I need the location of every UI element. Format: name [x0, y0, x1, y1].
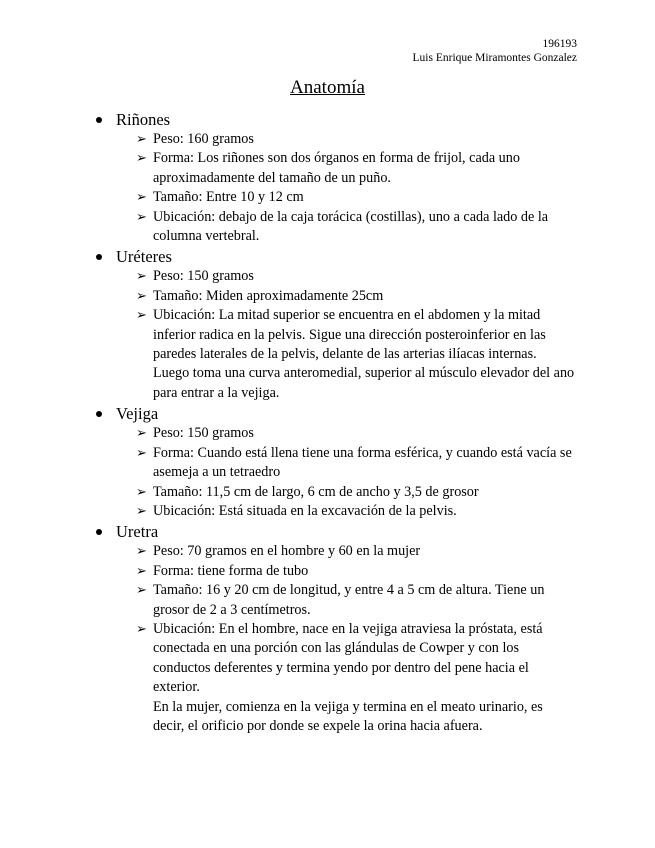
- list-item: [96, 581, 576, 620]
- list-item: [96, 267, 576, 286]
- item-text: Peso: 160 gramos: [153, 131, 254, 147]
- document-body: [96, 109, 576, 736]
- item-text: Tamaño: 11,5 cm de largo, 6 cm de ancho y 3,5 de grosor: [153, 483, 479, 500]
- section-1: [96, 246, 576, 403]
- arrow-bullet-icon: ➢: [136, 209, 147, 225]
- arrow-bullet-icon: ➢: [136, 503, 147, 519]
- item-text: Forma: Cuando está llena tiene una forma esférica, y cuando está vacía se asemeja a un tetraedro: [153, 444, 572, 481]
- section-3: [96, 521, 576, 736]
- item-text: Peso: 70 gramos en el hombre y 60 en la mujer: [153, 543, 421, 560]
- bullet-icon: [96, 117, 102, 123]
- list-item: [96, 149, 576, 188]
- arrow-bullet-icon: ➢: [136, 269, 147, 285]
- item-text: Ubicación: debajo de la caja torácica (costillas), uno a cada lado de la columna vertebral.: [153, 208, 549, 245]
- item-text: Tamaño: Miden aproximadamente 25cm: [153, 287, 384, 304]
- arrow-bullet-icon: ➢: [136, 583, 147, 599]
- list-item: [96, 542, 576, 561]
- section-title: Vejiga: [116, 404, 159, 424]
- bullet-icon: [96, 254, 102, 260]
- arrow-bullet-icon: ➢: [136, 563, 147, 579]
- item-text: Ubicación: En el hombre, nace en la vejiga atraviesa la próstata, está conectada en una porción con las glándulas de Cowper y con los conductos deferentes y termina yendo por dentro del pene hacia el exterior.: [153, 620, 543, 696]
- item-text: Ubicación: Está situada en la excavación de la pelvis.: [153, 502, 457, 519]
- list-item: [96, 188, 576, 207]
- page-title: Anatomía: [290, 77, 365, 98]
- arrow-bullet-icon: ➢: [136, 445, 147, 461]
- list-item: [96, 444, 576, 483]
- list-item: [96, 483, 576, 502]
- author-name: Luis Enrique Miramontes Gonzalez: [412, 52, 577, 64]
- item-text: Tamaño: 16 y 20 cm de longitud, y entre 4 a 5 cm de altura. Tiene un grosor de 2 a 3 centímetros.: [153, 582, 545, 618]
- list-item: [96, 130, 576, 149]
- arrow-bullet-icon: ➢: [136, 132, 147, 147]
- item-text: Tamaño: Entre 10 y 12 cm: [153, 189, 304, 206]
- list-item: [96, 562, 576, 581]
- arrow-bullet-icon: ➢: [136, 308, 147, 324]
- list-item: [96, 620, 576, 736]
- arrow-bullet-icon: ➢: [136, 484, 147, 500]
- arrow-bullet-icon: ➢: [136, 288, 147, 304]
- item-text: Ubicación: La mitad superior se encuentra en el abdomen y la mitad inferior radica en la pelvis. Sigue una dirección posteroinferior en las paredes laterales de la pelvis, delante de las arterias ilíacas internas. Luego toma una curva anteromedial, superior al músculo elevador del ano para entrar a la vejiga.: [153, 307, 575, 401]
- section-title: Uréteres: [116, 247, 172, 267]
- list-item: [96, 287, 576, 306]
- section-2: [96, 403, 576, 521]
- section-heading: [96, 521, 576, 542]
- arrow-bullet-icon: ➢: [136, 544, 147, 560]
- item-text: En la mujer, comienza en la vejiga y termina en el meato urinario, es decir, el orificio por donde se expele la orina hacia afuera.: [153, 698, 543, 734]
- arrow-bullet-icon: ➢: [136, 190, 147, 206]
- section-0: [96, 109, 576, 246]
- arrow-bullet-icon: ➢: [136, 621, 147, 637]
- bullet-icon: [96, 411, 102, 417]
- item-text: Forma: Los riñones son dos órganos en forma de frijol, cada uno aproximadamente del tamaño de un puño.: [153, 150, 520, 186]
- item-text: Peso: 150 gramos: [153, 268, 254, 285]
- section-heading: [96, 403, 576, 424]
- bullet-icon: [96, 529, 102, 535]
- list-item: [96, 502, 576, 521]
- section-title: Riñones: [116, 110, 171, 129]
- arrow-bullet-icon: ➢: [136, 426, 147, 442]
- item-text: Forma: tiene forma de tubo: [153, 562, 309, 579]
- list-item: [96, 208, 576, 247]
- arrow-bullet-icon: ➢: [136, 151, 147, 167]
- list-item: [96, 424, 576, 443]
- section-heading: [96, 109, 576, 130]
- list-item: [96, 306, 576, 403]
- section-title: Uretra: [116, 522, 159, 542]
- item-text: Peso: 150 gramos: [153, 425, 254, 442]
- section-heading: [96, 246, 576, 267]
- student-id: 196193: [542, 38, 577, 50]
